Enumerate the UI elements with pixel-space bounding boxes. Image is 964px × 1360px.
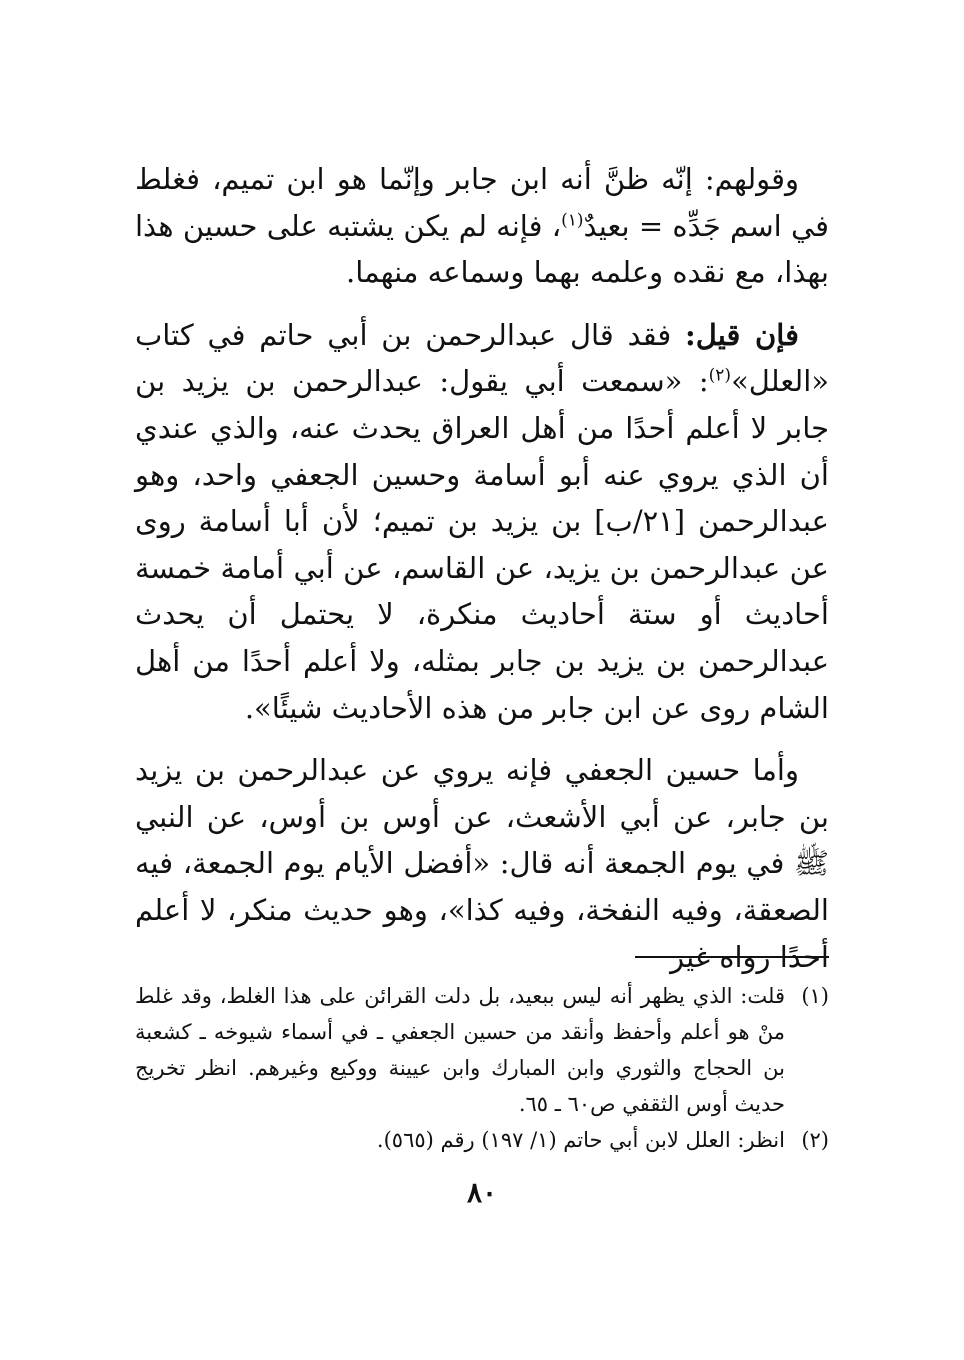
footnote-1-number: (١) (801, 984, 829, 1008)
footnotes (135, 978, 829, 1158)
footnote-separator (635, 956, 829, 958)
paragraph-1-text-a: وقولهم: إنّه ظنَّ أنه ابن جابر وإنّما هو ابن تميم، فغلط في اسم جَدِّه = بعيدٌ (135, 162, 829, 243)
paragraph-3-text-a: وأما حسين الجعفي فإنه يروي عن عبدالرحمن بن يزيد بن جابر، عن أبي الأشعث، عن أوس بن أوس، عن النبي ﷺ في يوم الجمعة أنه قال: «أفضل الأيام يوم الجمعة، فيه الصعقة، وفيه النفخة، وفيه كذا»، وهو حديث منكر، لا أعلم أحدًا رواه غير (135, 753, 829, 974)
paragraph-1 (135, 156, 829, 296)
paragraph-2-text-a: فقد قال عبدالرحمن بن أبي حاتم في كتاب «العلل» (135, 317, 829, 399)
paragraph-2-text-b: : «سمعت أبي يقول: عبدالرحمن بن يزيد بن جابر لا أعلم أحدًا من أهل العراق يحدث عنه، والذي عندي أن الذي يروي عنه أبو أسامة وحسين الجعفي واحد، وهو عبدالرحمن [٢١/ب] بن يزيد بن تميم؛ لأن أبا أسامة روى عن عبدالرحمن بن يزيد، عن القاسم، عن أبي أمامة خمسة أحاديث أو ستة أحاديث منكرة، لا يحتمل أن يحدث عبدالرحمن بن يزيد بن جابر بمثله، ولا أعلم أحدًا من أهل الشام روى عن ابن جابر من هذه الأحاديث شيئًا». (135, 364, 829, 725)
main-text (135, 156, 829, 980)
paragraph-2 (135, 312, 829, 731)
paragraph-1-text-b: ، فإنه لم يكن يشتبه على حسين هذا بهذا، مع نقده وعلمه بهما وسماعه منهما. (135, 208, 829, 290)
footnote-1-text: قلت: الذي يظهر أنه ليس ببعيد، بل دلت القرائن على هذا الغلط، وقد غلط منْ هو أعلم وأحفظ وأنقد من حسين الجعفي ـ في أسماء شيوخه ـ كشعبة بن الحجاج والثوري وابن المبارك وابن عيينة ووكيع وغيرهم. انظر تخريج حديث أوس الثقفي ص٦٠ ـ ٦٥. (135, 984, 785, 1116)
footnote-2-number: (٢) (801, 1128, 829, 1152)
footnote-1 (135, 978, 829, 1122)
footnote-ref-2[interactable]: (٢) (708, 365, 732, 386)
paragraph-3 (135, 747, 829, 980)
paragraph-2-lead: فإن قيل: (685, 317, 799, 352)
footnote-2-text: انظر: العلل لابن أبي حاتم (١/ ١٩٧) رقم (٥٦٥). (376, 1128, 785, 1152)
footnote-ref-1[interactable]: (١) (561, 209, 584, 230)
footnote-2 (135, 1122, 829, 1158)
page-number: ٨٠ (466, 1176, 498, 1209)
